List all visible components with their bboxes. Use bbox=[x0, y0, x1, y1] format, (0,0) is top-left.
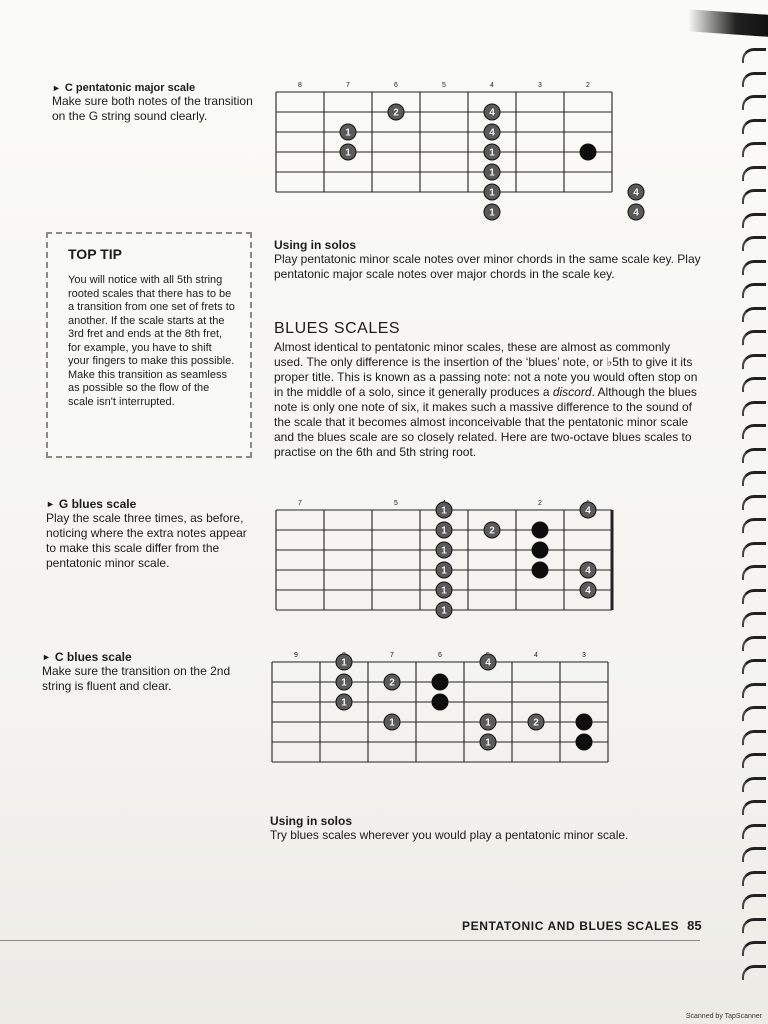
binding-ring bbox=[742, 565, 766, 580]
finger-number-label: 1 bbox=[485, 717, 491, 729]
blues-note-dot bbox=[532, 522, 548, 538]
fret-number-label: 9 bbox=[294, 652, 298, 659]
binding-ring bbox=[742, 48, 766, 63]
binding-ring bbox=[742, 871, 766, 886]
finger-number-label: 1 bbox=[341, 697, 347, 709]
top-tip-title: TOP TIP bbox=[68, 246, 122, 262]
finger-number-label: 4 bbox=[585, 505, 591, 517]
section-text: Play pentatonic minor scale notes over minor chords in the same scale key. Play pentatonic major scale notes over major chords in the scale key. bbox=[274, 252, 701, 281]
binding-ring bbox=[742, 448, 766, 463]
scale-description: Make sure the transition on the 2nd string is fluent and clear. bbox=[42, 664, 231, 693]
binding-ring bbox=[742, 166, 766, 181]
finger-number-label: 4 bbox=[633, 207, 639, 219]
scale-caption-g-blues bbox=[46, 497, 256, 571]
binding-ring bbox=[742, 213, 766, 228]
scale-heading bbox=[46, 497, 256, 511]
binding-ring bbox=[742, 542, 766, 557]
finger-number-label: 1 bbox=[489, 187, 495, 199]
finger-number-label: 1 bbox=[441, 585, 447, 597]
finger-number-label: 1 bbox=[489, 147, 495, 159]
fret-number-label: 7 bbox=[346, 82, 350, 89]
finger-number-label: 2 bbox=[489, 525, 495, 537]
arrow-icon: ► bbox=[52, 83, 61, 93]
binding-ring bbox=[742, 941, 766, 956]
binding-ring bbox=[742, 119, 766, 134]
top-tip-body: You will notice with all 5th string rooted scales that there has to be a transition from one set of frets to another. If the scale starts at the 3rd fret and ends at the 8th fret, for example, you have to shift your fingers to make this possible. Make this transition as seamless as possible so the flow of the scale isn't interrupted. bbox=[68, 274, 235, 408]
binding-ring bbox=[742, 659, 766, 674]
scale-description: Make sure both notes of the transition on the G string sound clearly. bbox=[52, 94, 253, 123]
finger-number-label: 2 bbox=[393, 107, 399, 119]
scale-title: C pentatonic major scale bbox=[64, 82, 196, 94]
finger-number-label: 4 bbox=[585, 565, 591, 577]
blues-text-part-1: Almost identical to pentatonic minor scales, these are almost as commonly used. The only difference is the insertion of the ‘blues’ note, or ♭5th to give it its proper title. This is known as a passing note: not a note you would often stop on in the middle of a solo, since it generally produces a bbox=[274, 340, 698, 399]
finger-number-label: 4 bbox=[489, 107, 495, 119]
blues-scales-section bbox=[274, 320, 702, 460]
binding-ring bbox=[742, 824, 766, 839]
finger-number-label: 1 bbox=[341, 677, 347, 689]
binding-ring bbox=[742, 189, 766, 204]
binding-ring bbox=[742, 471, 766, 486]
finger-number-label: 1 bbox=[441, 525, 447, 537]
scale-caption-c-pentatonic bbox=[52, 82, 257, 124]
finger-number-label: 1 bbox=[441, 505, 447, 517]
scale-heading bbox=[52, 82, 257, 94]
finger-number-label: 2 bbox=[389, 677, 395, 689]
fret-number-label: 2 bbox=[538, 500, 542, 507]
finger-number-label: 1 bbox=[341, 657, 347, 669]
binding-ring bbox=[742, 612, 766, 627]
page-number: 85 bbox=[687, 918, 702, 933]
binding-ring bbox=[742, 307, 766, 322]
finger-number-label: 1 bbox=[489, 167, 495, 179]
binding-ring bbox=[742, 260, 766, 275]
blues-note-dot bbox=[432, 674, 448, 690]
using-in-solos-section-1 bbox=[274, 238, 704, 282]
footer-rule bbox=[0, 940, 700, 941]
fret-number-label: 3 bbox=[582, 652, 586, 659]
binding-ring bbox=[742, 683, 766, 698]
blues-note-dot bbox=[576, 714, 592, 730]
blues-text-emphasis: discord bbox=[552, 385, 592, 399]
binding-ring bbox=[742, 424, 766, 439]
binding-ring bbox=[742, 495, 766, 510]
fret-number-label: 6 bbox=[394, 82, 398, 89]
binding-ring bbox=[742, 283, 766, 298]
binding-ring bbox=[742, 918, 766, 933]
binding-ring bbox=[742, 354, 766, 369]
fretboard-diagram-c-pentatonic-major bbox=[266, 78, 650, 219]
fret-number-label: 3 bbox=[538, 82, 542, 89]
binding-ring bbox=[742, 706, 766, 721]
finger-number-label: 2 bbox=[533, 717, 539, 729]
using-in-solos-section-2 bbox=[270, 814, 710, 843]
fret-number-label: 4 bbox=[534, 652, 538, 659]
binding-ring bbox=[742, 847, 766, 862]
binding-ring bbox=[742, 401, 766, 416]
binding-ring bbox=[742, 142, 766, 157]
fretboard-diagram-g-blues bbox=[266, 496, 650, 636]
finger-number-label: 1 bbox=[441, 565, 447, 577]
scale-title: C blues scale bbox=[54, 650, 132, 664]
blues-text-part-2: . Although the blues note is only one note of six, it makes such a massive difference to the sound of the scale that it becomes almost inconceivable that the pentatonic minor scale and the blues scale are so closely related. Here are two-octave blues scales to practise on the 6th and 5th string root. bbox=[274, 385, 697, 459]
footer-title: PENTATONIC AND BLUES SCALES bbox=[462, 918, 680, 933]
binding-ring bbox=[742, 800, 766, 815]
finger-number-label: 1 bbox=[489, 207, 495, 219]
finger-number-label: 1 bbox=[345, 147, 351, 159]
blues-note-dot bbox=[532, 562, 548, 578]
blues-note-dot bbox=[576, 734, 592, 750]
blues-note-dot bbox=[532, 542, 548, 558]
arrow-icon: ► bbox=[42, 652, 51, 662]
top-tip-box bbox=[46, 232, 252, 458]
section-text: Try blues scales wherever you would play a pentatonic minor scale. bbox=[270, 828, 629, 842]
binding-ring bbox=[742, 777, 766, 792]
finger-number-label: 1 bbox=[485, 737, 491, 749]
finger-number-label: 4 bbox=[485, 657, 491, 669]
scale-title: G blues scale bbox=[58, 497, 137, 511]
fret-number-label: 4 bbox=[490, 82, 494, 89]
fretboard-diagram-c-blues bbox=[262, 648, 646, 788]
binding-ring bbox=[742, 72, 766, 87]
binding-ring bbox=[742, 730, 766, 745]
binding-ring bbox=[742, 330, 766, 345]
finger-number-label: 1 bbox=[441, 545, 447, 557]
scale-heading bbox=[42, 650, 252, 664]
blues-note-dot bbox=[432, 694, 448, 710]
binding-ring bbox=[742, 589, 766, 604]
binding-ring bbox=[742, 95, 766, 110]
arrow-icon: ► bbox=[46, 499, 55, 509]
binding-ring bbox=[742, 518, 766, 533]
section-heading: Using in solos bbox=[270, 814, 353, 828]
scanner-watermark: Scanned by TapScanner bbox=[685, 1013, 762, 1020]
fret-number-label: 7 bbox=[390, 652, 394, 659]
finger-number-label: 4 bbox=[633, 187, 639, 199]
fret-number-label: 6 bbox=[438, 652, 442, 659]
binding-ring bbox=[742, 636, 766, 651]
binding-ring bbox=[742, 894, 766, 909]
fret-number-label: 5 bbox=[442, 82, 446, 89]
fret-number-label: 2 bbox=[586, 82, 590, 89]
spiral-binding bbox=[740, 48, 766, 978]
page-footer bbox=[462, 918, 702, 933]
binding-ring bbox=[742, 377, 766, 392]
scale-description: Play the scale three times, as before, noticing where the extra notes appear to make this scale differ from the pentatonic minor scale. bbox=[46, 511, 247, 570]
blues-scales-text bbox=[274, 340, 702, 460]
binding-ring bbox=[742, 236, 766, 251]
fret-number-label: 5 bbox=[394, 500, 398, 507]
scale-caption-c-blues bbox=[42, 650, 252, 694]
finger-number-label: 1 bbox=[441, 605, 447, 617]
blues-note-dot bbox=[580, 144, 596, 160]
binding-ring bbox=[742, 965, 766, 980]
blues-scales-title: BLUES SCALES bbox=[274, 320, 401, 337]
finger-number-label: 4 bbox=[585, 585, 591, 597]
binding-ring bbox=[742, 753, 766, 768]
finger-number-label: 1 bbox=[389, 717, 395, 729]
fret-number-label: 7 bbox=[298, 500, 302, 507]
section-heading: Using in solos bbox=[274, 238, 357, 252]
finger-number-label: 1 bbox=[345, 127, 351, 139]
finger-number-label: 4 bbox=[489, 127, 495, 139]
fret-number-label: 8 bbox=[298, 82, 302, 89]
